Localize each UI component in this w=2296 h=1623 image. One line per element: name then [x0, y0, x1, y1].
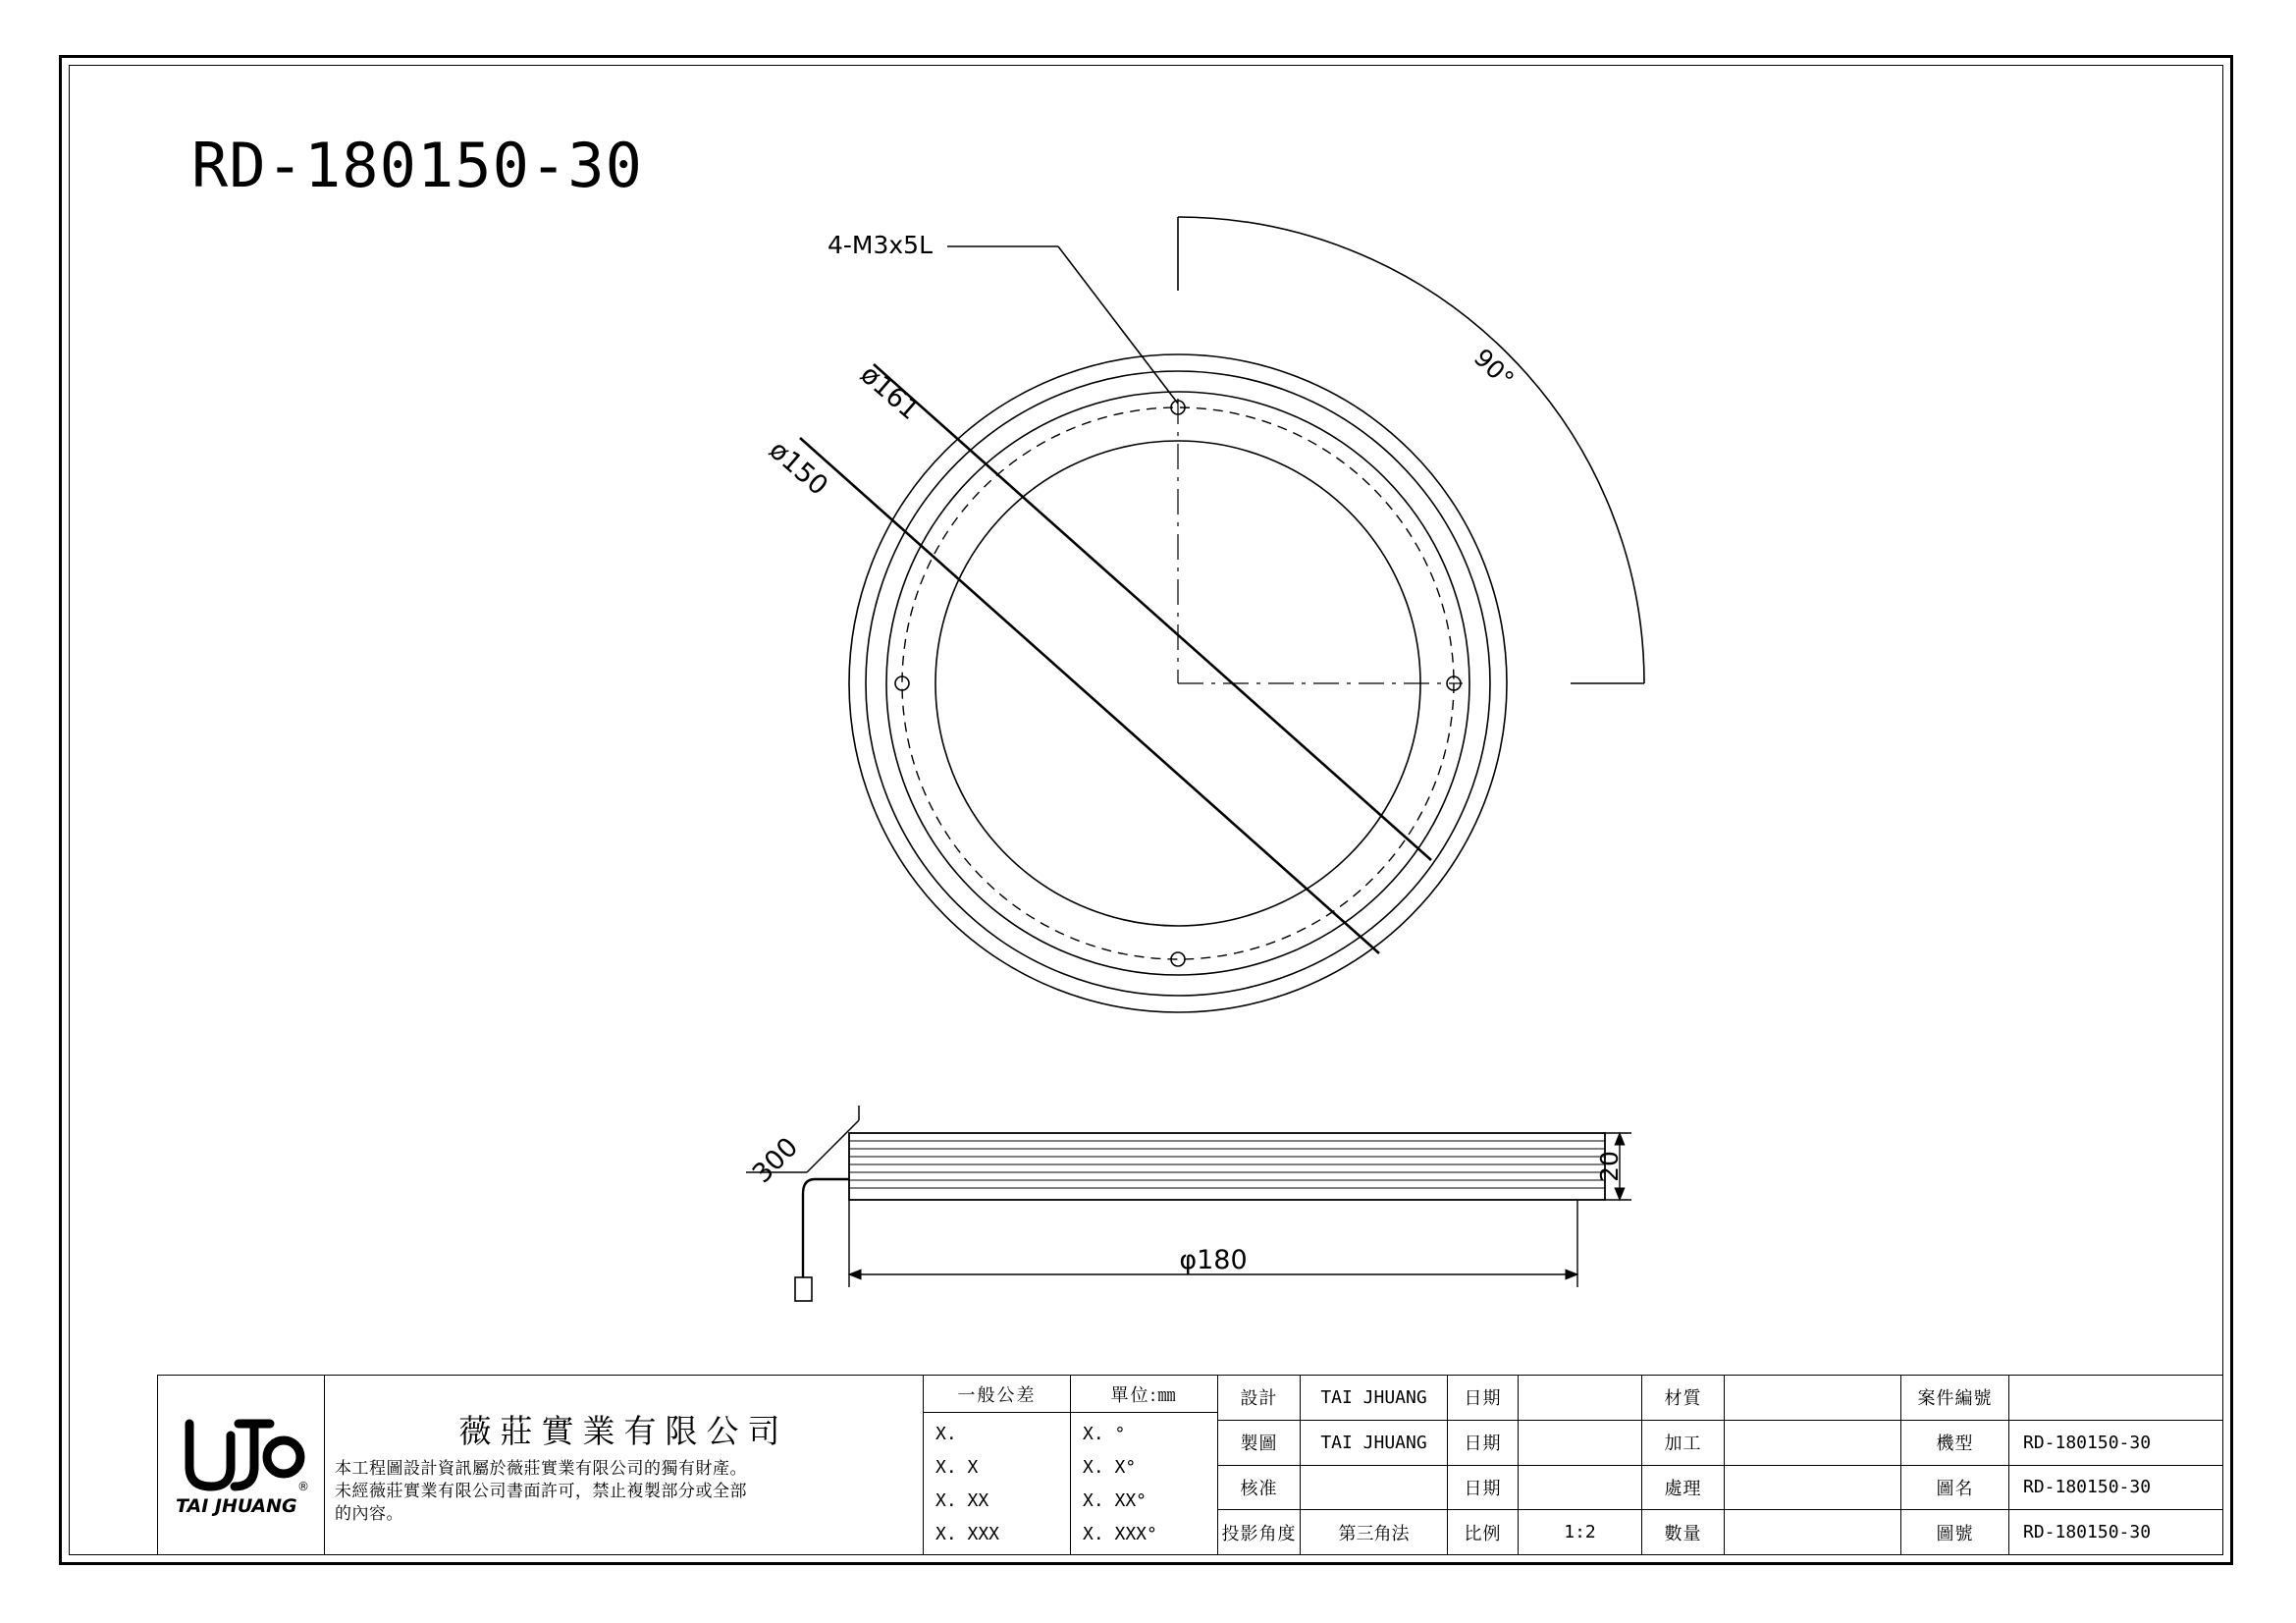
logo-mark-icon: [168, 1406, 315, 1524]
tolerance-header-general: 一般公差: [924, 1376, 1071, 1412]
draw-value: TAI JHUANG: [1301, 1421, 1448, 1465]
model-value: RD-180150-30: [2023, 1432, 2152, 1453]
side-view-body: [849, 1133, 1605, 1200]
company-note-line-1: 本工程圖設計資訊屬於薇莊實業有限公司的獨有財產。: [335, 1459, 747, 1480]
company-note-line-3: 的內容。: [335, 1503, 403, 1524]
title-block-row-1: [1218, 1376, 2222, 1421]
tolerance-angular-2: X. XX°: [1083, 1489, 1148, 1511]
company-note-line-2: 未經薇莊實業有限公司書面許可，禁止複製部分或全部: [335, 1482, 747, 1502]
title-block-row-3: [1218, 1466, 2222, 1511]
projection-label: 投影角度: [1218, 1510, 1301, 1554]
technical-drawing-canvas: [69, 65, 2223, 1555]
screw-note-leader: [947, 246, 1178, 404]
tolerance-angular-0: X. °: [1083, 1423, 1126, 1444]
dwg-name-label: 圖名: [1901, 1466, 2009, 1510]
tolerance-angular-3: X. XXX°: [1083, 1523, 1157, 1544]
outer-diameter-label: φ180: [1179, 1245, 1248, 1275]
dwg-no-label: 圖號: [1901, 1510, 2009, 1554]
scale-value: 1:2: [1519, 1510, 1642, 1554]
center-lines: [1178, 399, 1463, 683]
thickness-label-20: 20: [1595, 1151, 1624, 1182]
design-label: 設計: [1218, 1376, 1301, 1420]
page-title: RD-180150-30: [191, 130, 643, 201]
tolerance-linear-column: [924, 1413, 1071, 1554]
dim-label-161: ø161: [854, 358, 926, 426]
lead-length-label-300: 300: [746, 1131, 805, 1190]
tolerance-angular-1: X. X°: [1083, 1456, 1137, 1478]
title-block-row-2: [1218, 1421, 2222, 1466]
svg-text:®: ®: [296, 1480, 309, 1493]
treatment-label: 處理: [1642, 1466, 1725, 1510]
angle-arc-90: [1178, 217, 1644, 683]
tolerance-header-unit: 單位:㎜: [1110, 1384, 1178, 1406]
lead-wire: [795, 1179, 849, 1301]
title-block-fields: [1218, 1376, 2222, 1554]
case-no-label: 案件編號: [1901, 1376, 2009, 1420]
company-name: 薇莊實業有限公司: [458, 1412, 789, 1451]
date-value-1: [1519, 1376, 1642, 1420]
date-label-1: 日期: [1448, 1376, 1519, 1420]
company-logo: [158, 1376, 325, 1554]
tolerance-block: [924, 1376, 1218, 1554]
date-label-2: 日期: [1448, 1421, 1519, 1465]
dwg-no-value: RD-180150-30: [2023, 1522, 2152, 1543]
date-label-3: 日期: [1448, 1466, 1519, 1510]
date-value-2: [1519, 1421, 1642, 1465]
quantity-label: 數量: [1642, 1510, 1725, 1554]
approve-label: 核准: [1218, 1466, 1301, 1510]
side-view-outline: [849, 1133, 1605, 1200]
design-value: TAI JHUANG: [1301, 1376, 1448, 1420]
approve-value: [1301, 1466, 1448, 1510]
projection-value: 第三角法: [1301, 1510, 1448, 1554]
machining-value: [1725, 1421, 1901, 1465]
draw-label: 製圖: [1218, 1421, 1301, 1465]
material-label: 材質: [1642, 1376, 1725, 1420]
dim-label-150: ø150: [763, 434, 834, 502]
dwg-name-value: RD-180150-30: [2023, 1477, 2152, 1498]
date-value-3: [1519, 1466, 1642, 1510]
material-value: [1725, 1376, 1901, 1420]
screw-note-label: 4-M3x5L: [827, 231, 933, 259]
angle-label-90: 90°: [1468, 343, 1520, 395]
title-block: [157, 1375, 2223, 1555]
scale-label: 比例: [1448, 1510, 1519, 1554]
diameter-dimension-lines: [800, 364, 1431, 953]
quantity-value: [1725, 1510, 1901, 1554]
company-info: [325, 1376, 924, 1554]
tolerance-linear-2: X. XX: [935, 1489, 989, 1511]
treatment-value: [1725, 1466, 1901, 1510]
tolerance-linear-0: X.: [935, 1423, 957, 1444]
tolerance-angular-column: [1071, 1413, 1217, 1554]
title-block-row-4: [1218, 1510, 2222, 1554]
case-no-value: [2009, 1376, 2222, 1420]
logo-brand-text: TAI JHUANG: [175, 1495, 297, 1517]
tolerance-linear-3: X. XXX: [935, 1523, 1000, 1544]
model-label: 機型: [1901, 1421, 2009, 1465]
machining-label: 加工: [1642, 1421, 1725, 1465]
tolerance-linear-1: X. X: [935, 1456, 979, 1478]
